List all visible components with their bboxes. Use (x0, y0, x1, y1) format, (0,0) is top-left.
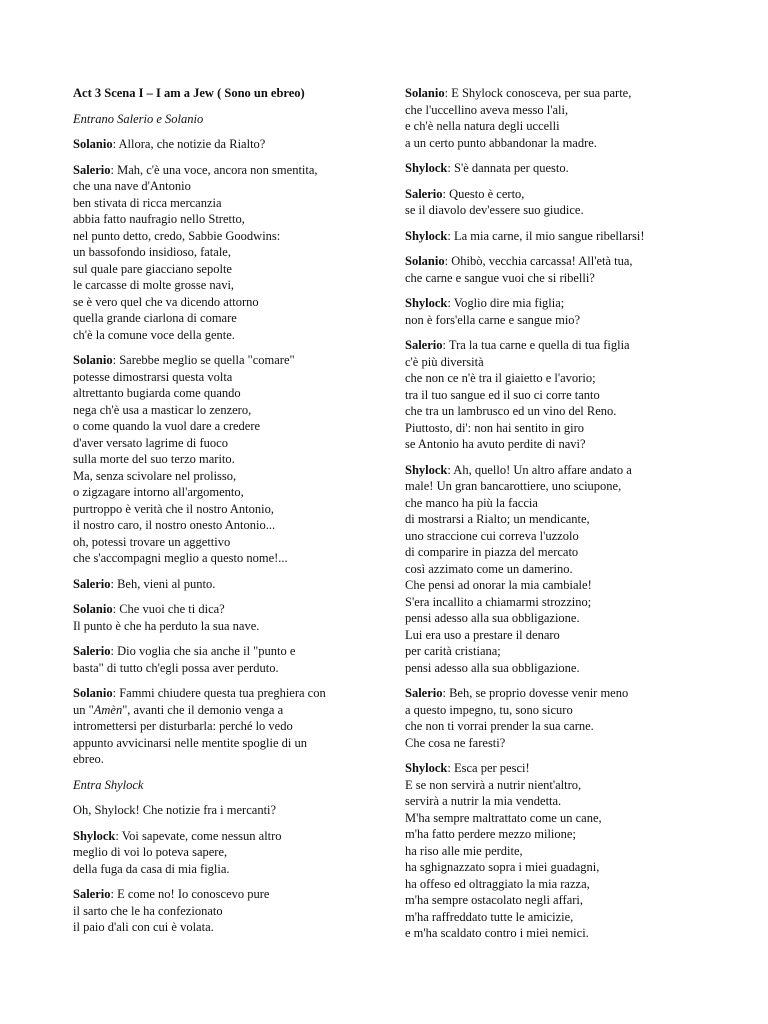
speech-line (73, 352, 373, 369)
verse-line: che carne e sangue vuoi che si ribelli? (405, 270, 595, 285)
verse-line: ha offeso ed oltraggiato la mia razza, (405, 876, 590, 891)
speaker-name: Salerio (73, 644, 111, 658)
verse-line: pensi adesso alla sua obbligazione. (405, 611, 580, 625)
speech-block (405, 253, 705, 286)
verse-line: meglio di voi lo poteva sapere, (73, 845, 228, 859)
verse-line: Piuttosto, di': non hai sentito in giro (405, 420, 584, 435)
speech-line (73, 601, 373, 618)
speech-text: : Mah, c'è una voce, ancora non smentita, (110, 162, 318, 177)
speech-text: : Che vuoi che ti dica? (112, 602, 225, 616)
speaker-name: Solanio (405, 86, 445, 100)
verse-line: abbia fatto naufragio nello Stretto, (73, 212, 245, 226)
verse-line: il sarto che le ha confezionato (73, 903, 223, 918)
stage-direction: Entrano Salerio e Solanio (73, 111, 204, 126)
verse-lines (405, 702, 705, 752)
speech-text: : Questo è certo, (442, 186, 525, 201)
verse-line: Il punto è che ha perduto la sua nave. (73, 618, 260, 633)
verse-line: e m'ha scaldato contro i miei nemici. (405, 926, 589, 940)
verse-lines (405, 270, 705, 287)
left-column (73, 85, 373, 945)
verse-lines (73, 618, 373, 635)
verse-line: m'ha sempre ostacolato negli affari, (405, 893, 583, 907)
speech-block (73, 136, 373, 153)
verse-line: servirà a nutrir la mia vendetta. (405, 794, 562, 808)
speech-line (405, 295, 705, 312)
verse-line: oh, potessi trovare un aggettivo (73, 534, 231, 549)
verse-line: nel punto detto, credo, Sabbie Goodwins: (73, 228, 281, 243)
speech-block (73, 828, 373, 878)
verse-line: di comparire in piazza del mercato (405, 545, 579, 559)
verse-line: un bassofondo insidioso, fatale, (73, 245, 231, 259)
speech-text: : Ah, quello! Un altro affare andato a (447, 462, 632, 477)
speaker-name: Solanio (73, 353, 113, 367)
verse-lines (405, 777, 705, 942)
speech-block (405, 337, 705, 453)
verse-line: appunto avvicinarsi nelle mentite spoglie di un (73, 735, 307, 750)
speech-block (73, 643, 373, 676)
verse-line: Ma, senza scivolare nel prolisso, (73, 468, 237, 483)
verse-line: che s'accompagni meglio a questo nome!... (73, 551, 288, 565)
verse-line: d'aver versato lagrime di fuoco (73, 435, 228, 450)
speech-line (73, 886, 373, 903)
verse-line: basta" di tutto ch'egli possa aver perduto. (73, 660, 279, 675)
speech-text: Oh, Shylock! Che notizie fra i mercanti? (73, 803, 277, 817)
verse-line: il paio d'ali con cui è volata. (73, 920, 214, 934)
verse-line: o come quando la vuol dare a credere (73, 419, 261, 433)
verse-line: potesse dimostrarsi questa volta (73, 369, 233, 384)
verse-line: ha sghignazzato sopra i miei guadagni, (405, 860, 600, 874)
verse-line: a questo impegno, tu, sono sicuro (405, 702, 573, 717)
verse-lines (73, 660, 373, 677)
speaker-name: Solanio (73, 602, 113, 616)
verse-line: se è vero quel che va dicendo attorno (73, 294, 259, 309)
speech-block (405, 186, 705, 219)
right-column (405, 85, 705, 951)
speech-text: : E come no! Io conoscevo pure (110, 887, 270, 901)
verse-line: altrettanto bugiarda come quando (73, 386, 241, 400)
speech-text: : La mia carne, il mio sangue ribellarsi! (447, 228, 645, 243)
speech-block (405, 228, 705, 245)
verse-line: che tra un lambrusco ed un vino del Reno. (405, 404, 617, 418)
verse-line: della fuga da casa di mia figlia. (73, 861, 230, 876)
speech-text: : Sarebbe meglio se quella "comare" (112, 353, 295, 367)
speech-block (73, 576, 373, 593)
speech-block (405, 160, 705, 177)
verse-lines (73, 903, 373, 936)
speech-line (73, 643, 373, 660)
verse-line: M'ha sempre maltrattato come un cane, (405, 810, 602, 825)
speech-line (405, 760, 705, 777)
speech-block (405, 760, 705, 942)
verse-line: quella grande ciarlona di comare (73, 311, 237, 325)
speech-text: : Allora, che notizie da Rialto? (112, 137, 266, 151)
verse-line: male! Un gran bancarottiere, uno sciupone, (405, 479, 622, 493)
verse-line: di mostrarsi a Rialto; un mendicante, (405, 512, 590, 526)
speech-text: : Beh, vieni al punto. (110, 576, 216, 591)
speech-text: ", avanti che il demonio venga a (122, 702, 284, 717)
verse-line: e ch'è nella natura degli uccelli (405, 119, 560, 133)
speech-text: : Voglio dire mia figlia; (447, 296, 565, 310)
verse-line: E se non servirà a nutrir nient'altro, (405, 777, 582, 792)
speaker-name: Shylock (405, 462, 448, 477)
speech-line (405, 462, 705, 479)
verse-line: per carità cristiana; (405, 644, 501, 658)
speaker-name: Shylock (405, 761, 448, 775)
verse-line: S'era incallito a chiamarmi strozzino; (405, 594, 592, 609)
verse-line: così azzimato come un damerino. (405, 561, 573, 576)
verse-line: il nostro caro, il nostro onesto Antonio... (73, 518, 276, 532)
speech-line (405, 337, 705, 354)
verse-line: Che cosa ne faresti? (405, 735, 506, 750)
verse-line: Che pensi ad onorar la mia cambiale! (405, 578, 592, 592)
speaker-name: Shylock (405, 228, 448, 243)
speech-block (73, 352, 373, 567)
speaker-name: Solanio (405, 254, 445, 268)
scene-title: Act 3 Scena I – I am a Jew ( Sono un ebreo) (73, 86, 305, 100)
speaker-name: Solanio (73, 137, 113, 151)
verse-lines (405, 102, 705, 152)
speech-line (73, 136, 373, 153)
speech-block (73, 601, 373, 634)
speech-text: : Ohibò, vecchia carcassa! All'età tua, (444, 254, 633, 268)
verse-line: pensi adesso alla sua obbligazione. (405, 660, 580, 675)
verse-line: ha riso alle mie perdite, (405, 843, 523, 858)
speaker-name: Salerio (405, 686, 443, 700)
verse-line: uno straccione cui correva l'uzzolo (405, 528, 579, 543)
speaker-name: Shylock (405, 296, 448, 310)
verse-lines (73, 369, 373, 567)
speech-text: : Esca per pesci! (447, 761, 530, 775)
verse-line: ebreo. (73, 752, 104, 766)
speech-line (405, 160, 705, 177)
verse-line: che non ce n'è tra il giaietto e l'avorio; (405, 371, 596, 385)
verse-lines (73, 718, 373, 768)
speaker-name: Salerio (73, 576, 111, 591)
verse-line: m'ha fatto perdere mezzo milione; (405, 827, 576, 841)
speech-line (405, 253, 705, 270)
speech-line (405, 228, 705, 245)
speech-line (73, 702, 373, 719)
speech-text: : S'è dannata per questo. (447, 161, 569, 175)
verse-line: ch'è la comune voce della gente. (73, 327, 235, 342)
verse-line: intromettersi per disturbarla: perché lo vedo (73, 719, 293, 733)
speaker-name: Salerio (405, 186, 443, 201)
speaker-name: Shylock (73, 828, 116, 843)
speech-text: : Beh, se proprio dovesse venir meno (442, 686, 629, 700)
speaker-name: Salerio (73, 887, 111, 901)
speech-line (73, 685, 373, 702)
verse-line: che manco ha più la faccia (405, 495, 538, 510)
verse-line: sul quale pare giacciano sepolte (73, 261, 232, 276)
verse-line: Lui era uso a prestare il denaro (405, 627, 560, 642)
emphasis-text: Amèn (93, 702, 123, 717)
speech-line (405, 685, 705, 702)
verse-line: sulla morte del suo terzo marito. (73, 452, 235, 466)
verse-line: se Antonio ha avuto perdite di navi? (405, 437, 586, 451)
verse-line: che non ti vorrai prender la sua carne. (405, 719, 594, 733)
stage-direction: Entra Shylock (73, 777, 144, 792)
verse-line: purtroppo è verità che il nostro Antonio, (73, 501, 275, 516)
speech-line (405, 85, 705, 102)
verse-line: non è fors'ella carne e sangue mio? (405, 312, 581, 327)
verse-line: c'è più diversità (405, 354, 484, 369)
verse-lines (405, 354, 705, 453)
speech-line (73, 576, 373, 593)
speech-text: : Tra la tua carne e quella di tua figlia (442, 338, 630, 352)
verse-line: a un certo punto abbandonar la madre. (405, 135, 597, 150)
verse-lines (73, 844, 373, 877)
speech-block (73, 886, 373, 936)
speech-block (73, 162, 373, 344)
verse-line: se il diavolo dev'essere suo giudice. (405, 203, 584, 217)
verse-line: ben stivata di ricca mercanzia (73, 195, 222, 210)
speech-block (405, 295, 705, 328)
speech-line (73, 162, 373, 179)
speech-block (405, 85, 705, 151)
verse-line: che una nave d'Antonio (73, 179, 191, 193)
speech-block (405, 462, 705, 677)
speaker-name: Solanio (73, 686, 113, 700)
verse-line: m'ha raffreddato tutte le amicizie, (405, 909, 574, 924)
verse-line: le carcasse di molte grosse navi, (73, 278, 235, 292)
verse-lines (405, 202, 705, 219)
speech-text: : Dio voglia che sia anche il "punto e (110, 644, 296, 658)
speaker-name: Salerio (405, 338, 443, 352)
speaker-name: Shylock (405, 161, 448, 175)
verse-line: nega ch'è usa a masticar lo zenzero, (73, 402, 252, 417)
verse-lines (405, 478, 705, 676)
speech-line (405, 186, 705, 203)
speech-text: : Voi sapevate, come nessun altro (115, 828, 282, 843)
speech-line (73, 828, 373, 845)
verse-line: tra il tuo sangue ed il suo ci corre tanto (405, 387, 600, 402)
speech-text: : Fammi chiudere questa tua preghiera con (112, 686, 326, 700)
verse-lines (73, 178, 373, 343)
verse-line: che l'uccellino aveva messo l'ali, (405, 102, 569, 117)
speech-block (405, 685, 705, 751)
verse-lines (405, 312, 705, 329)
verse-line: o zigzagare intorno all'argomento, (73, 485, 244, 499)
speech-block (73, 685, 373, 768)
speaker-name: Salerio (73, 162, 111, 177)
speech-text: : E Shylock conosceva, per sua parte, (444, 86, 632, 100)
speech-text: un " (73, 702, 94, 717)
